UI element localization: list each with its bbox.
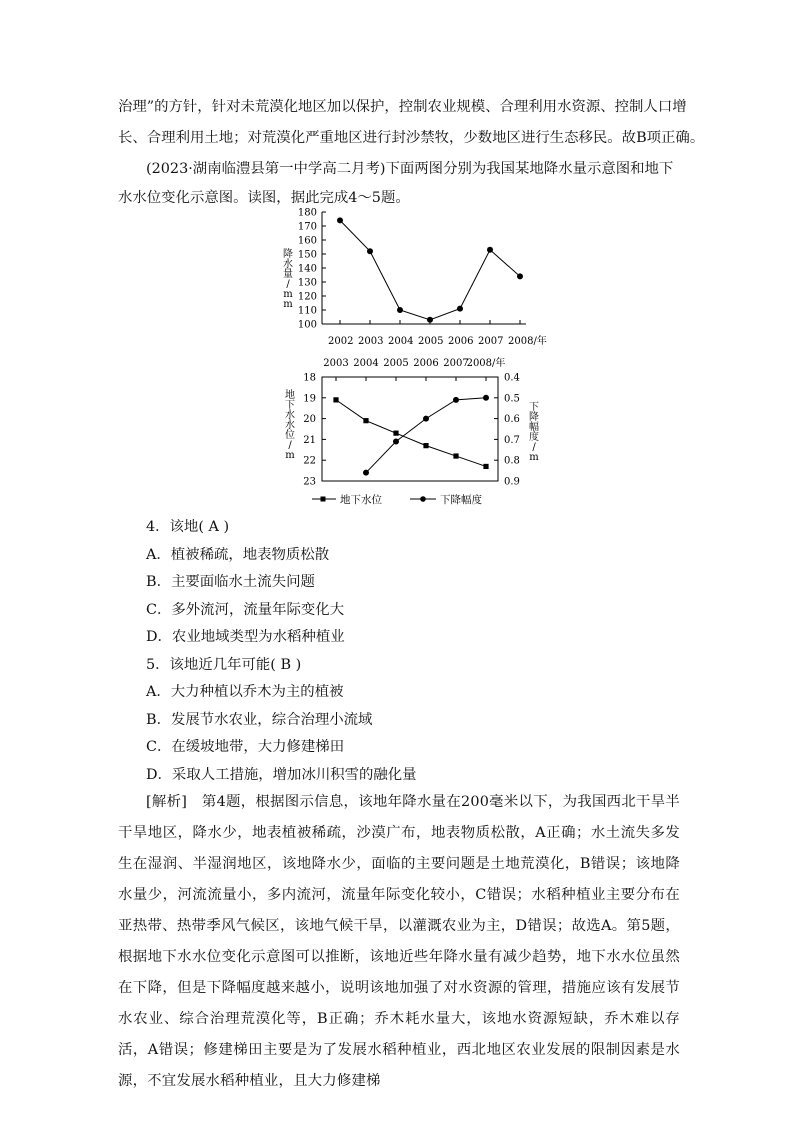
q4-option-b: B．主要面临水土流失问题 xyxy=(146,574,315,590)
chart2-frame xyxy=(322,377,498,481)
chart1-series-line xyxy=(340,220,520,319)
chart1-data-point xyxy=(517,273,523,279)
chart2-decline-point xyxy=(483,395,489,401)
chart1-data-point xyxy=(487,247,493,253)
chart1-data-point xyxy=(367,248,373,254)
chart2-y-right-tick-label: 0.7 xyxy=(504,434,520,446)
intro-line-1: 治理”的方针，针对未荒漠化地区加以保护，控制农业规模、合理利用水资源、控制人口增 xyxy=(118,99,687,115)
chart2-decline-point xyxy=(453,397,459,403)
chart1-y-tick-label: 100 xyxy=(297,319,317,331)
chart1-x-tick-label: 2008/年 xyxy=(508,336,547,347)
chart2-groundwater-point xyxy=(363,418,368,423)
precipitation-chart xyxy=(283,208,547,348)
chart1-y-tick-label: 180 xyxy=(297,207,317,219)
figure xyxy=(0,200,794,720)
chart1-y-tick-label: 150 xyxy=(297,249,317,261)
chart2-x-tick-label: 2003 xyxy=(323,358,349,369)
chart1-y-tick-label: 140 xyxy=(297,263,317,275)
groundwater-chart xyxy=(285,356,539,506)
chart1-x-tick-label: 2007 xyxy=(478,336,504,347)
question-stem-line-1: (2023·湖南临澧县第一中学高二月考)下面两图分别为我国某地降水量示意图和地下 xyxy=(146,161,674,177)
chart2-x-tick-label: 2008/年 xyxy=(466,358,506,369)
chart2-series-groundwater-line xyxy=(336,400,486,467)
chart2-y-right-tick-label: 0.6 xyxy=(504,414,520,426)
chart2-y-label-left: 地下水水位/ m xyxy=(285,390,295,461)
chart2-series-decline-line xyxy=(366,398,486,473)
chart2-y-left-tick-label: 20 xyxy=(303,414,316,426)
chart2-y-right-tick-label: 0.5 xyxy=(504,393,520,405)
q5-option-a: A．大力种植以乔木为主的植被 xyxy=(146,684,344,700)
q5-stem: 5．该地近几年可能( B ) xyxy=(146,657,302,673)
chart1-y-tick-label: 120 xyxy=(297,291,317,303)
chart1-x-tick-label: 2003 xyxy=(358,336,384,347)
chart1-y-tick-label: 110 xyxy=(297,305,317,317)
chart2-y-left-tick-label: 22 xyxy=(303,455,316,467)
chart1-data-point xyxy=(337,217,343,223)
chart2-x-tick-label: 2007 xyxy=(443,358,469,369)
q4-option-d: D．农业地域类型为水稻种植业 xyxy=(146,629,345,645)
q5-option-d: D．采取人工措施，增加冰川积雪的融化量 xyxy=(146,767,417,783)
legend-circle-marker xyxy=(420,496,426,502)
chart2-groundwater-point xyxy=(333,397,338,402)
chart2-y-right-tick-label: 0.9 xyxy=(504,476,520,488)
chart2-y-right-tick-label: 0.4 xyxy=(504,372,520,384)
chart2-y-left-tick-label: 23 xyxy=(303,476,316,488)
chart2-groundwater-point xyxy=(423,443,428,448)
q4-option-c: C．多外流河，流量年际变化大 xyxy=(146,602,345,618)
q5-option-c: C．在缓坡地带，大力修建梯田 xyxy=(146,739,345,755)
chart2-y-label-right: 下降幅度/ m xyxy=(529,402,539,463)
chart2-y-right-tick-label: 0.8 xyxy=(504,455,520,467)
chart1-x-tick-label: 2004 xyxy=(388,336,414,347)
chart1-x-tick-label: 2002 xyxy=(328,336,354,347)
legend-square-marker xyxy=(321,497,326,502)
chart1-x-tick-label: 2006 xyxy=(448,336,474,347)
question-stem-line-2: 水水位变化示意图。读图，据此完成4～5题。 xyxy=(118,190,410,206)
chart2-decline-point xyxy=(363,470,369,476)
chart1-y-tick-label: 160 xyxy=(297,235,317,247)
chart2-x-tick-label: 2005 xyxy=(383,358,409,369)
chart2-groundwater-point xyxy=(393,431,398,436)
analysis-paragraph: [解析] 第4题，根据图示信息，该地年降水量在200毫米以下，为我国西北干旱半干旱地区，降水少，地表植被稀疏，沙漠广布，地表物质松散，A正确；水土流失多发生在湿润、半湿润地区，该地降水少，面临的主要问题是土地荒漠化，B错误；该地降水量少，河流流量小，多内流河，流量年际变化较小，C错误；水稻种植业主要分布在亚热带、热带季风气候区，该地气候干旱，以灌溉农业为主，D错误；故选A。第5题，根据地下水水位变化示意图可以推断，该地近些年降水量有减少趋势，地下水水位虽然在下降，但是下降幅度越来越小，说明该地加强了对水资源的管理，措施应该有发展节水农业、综合治理荒漠化等，B正确；乔木耗水量大，该地水资源短缺，乔木难以存活，A错误；修建梯田主要是为了发展水稻种植业，西北地区农业发展的限制因素是水源，不宜发展水稻种植业，且大力修建梯 xyxy=(118,794,680,1089)
legend-label-decline: 下降幅度 xyxy=(440,494,482,506)
chart2-legend xyxy=(312,493,482,506)
intro-line-2: 长、合理利用土地；对荒漠化严重地区进行封沙禁牧，少数地区进行生态移民。故B项正确。 xyxy=(118,130,705,146)
q5-option-b: B．发展节水农业，综合治理小流域 xyxy=(146,712,373,728)
chart1-x-tick-label: 2005 xyxy=(418,336,444,347)
q4-stem: 4．该地( A ) xyxy=(146,519,230,535)
legend-label-groundwater: 地下水位 xyxy=(340,494,382,506)
q4-option-a: A．植被稀疏，地表物质松散 xyxy=(146,547,330,563)
chart1-y-label: 降水量/ m m xyxy=(283,249,293,310)
chart2-y-left-tick-label: 21 xyxy=(303,434,316,446)
chart2-groundwater-point xyxy=(453,453,458,458)
chart2-groundwater-point xyxy=(483,464,488,469)
chart2-decline-point xyxy=(393,438,399,444)
chart1-data-point xyxy=(457,306,463,312)
chart2-y-left-tick-label: 18 xyxy=(303,372,316,384)
chart1-data-point xyxy=(427,317,433,323)
chart1-y-tick-label: 170 xyxy=(297,221,317,233)
chart2-y-left-tick-label: 19 xyxy=(303,393,316,405)
chart2-decline-point xyxy=(423,416,429,422)
chart1-y-tick-label: 130 xyxy=(297,277,317,289)
chart2-x-tick-label: 2004 xyxy=(353,358,379,369)
chart2-x-tick-label: 2006 xyxy=(413,358,439,369)
chart1-data-point xyxy=(397,307,403,313)
